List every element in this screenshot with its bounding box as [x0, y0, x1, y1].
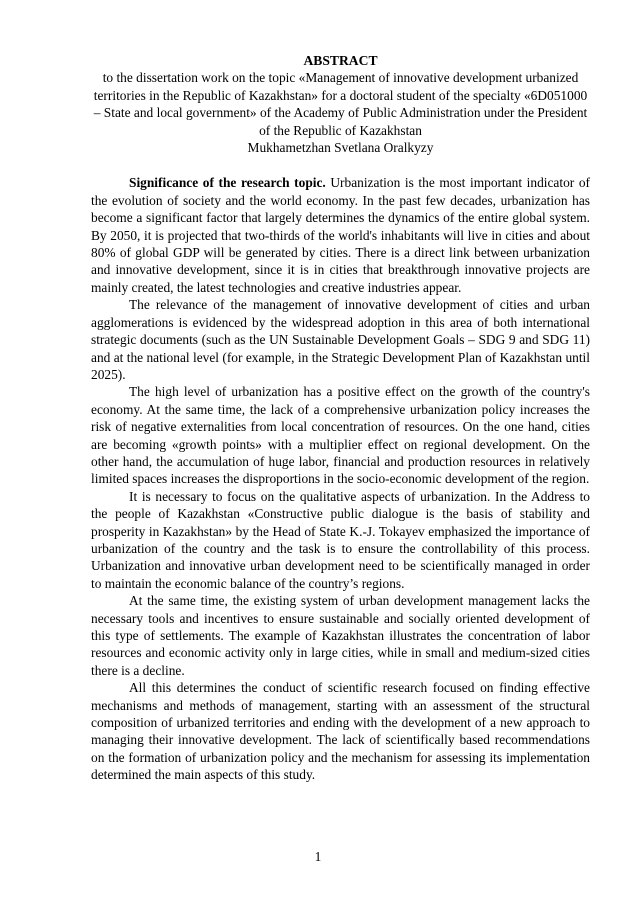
paragraph-significance-text: Urbanization is the most important indicator of the evolution of society and the world economy. In the past few decades, urbanization has become a significant factor that largely determines the dynamics of the entire global system. By 2050, it is projected that two-thirds of the world's inhabitants will live in cities and about 80% of global GDP will be generated by cities. There is a direct link between urbanization and innovative development, since it is in cities that breakthrough innovative projects are mainly created, the latest technologies and creative industries appear. — [91, 175, 591, 295]
section-lead-heading: Significance of the research topic. — [129, 175, 326, 191]
abstract-title: ABSTRACT — [303, 53, 378, 68]
paragraph-management-system: At the same time, the existing system of urban development management lacks the necessary tools and incentives to ensure sustainable and socially oriented development of this type of settlements. The example of Kazakhstan illustrates the concentration of labor resources and economic activity only in large cities, while in small and medium-sized cities there is a decline. — [91, 593, 590, 678]
paragraph-relevance: The relevance of the management of innovative development of cities and urban agglomerations is evidenced by the widespread adoption in this area of both international strategic documents (such as the UN Sustainable Development Goals – SDG 9 and SDG 11) and at the national level (for example, in the Strategic Development Plan of Kazakhstan until 2025). — [91, 297, 590, 382]
abstract-header — [91, 52, 590, 156]
paragraph-research-focus: All this determines the conduct of scientific research focused on finding effective mechanisms and methods of management, starting with an assessment of the structural composition of urbanized territories and ending with the development of a new approach to managing their innovative development. The lack of scientifically based recommendations on the formation of urbanization policy and the mechanism for assessing its implementation determined the main aspects of this study. — [91, 680, 590, 783]
paragraph-qualitative-aspects: It is necessary to focus on the qualitative aspects of urbanization. In the Address to the people of Kazakhstan «Constructive public dialogue is the basis of stability and prosperity in Kazakhstan» by the Head of State K.-J. Tokayev emphasized the importance of urbanization of the country and the task is to ensure the controllability of this process. Urbanization and innovative urban development need to be scientifically managed in order to maintain the economic balance of the country’s regions. — [91, 488, 590, 591]
paragraph-urbanization-level: The high level of urbanization has a positive effect on the growth of the country's economy. At the same time, the lack of a comprehensive urbanization policy increases the risk of negative externalities from local concentration of resources. On the one hand, cities are becoming «growth points» with a multiplier effect on regional development. On the other hand, the accumulation of huge labor, financial and production resources in relatively limited spaces increases the disproportions in the socio-economic development of the region. — [91, 384, 590, 487]
dissertation-subtitle: to the dissertation work on the topic «Management of innovative development urbanized territories in the Republic of Kazakhstan» for a doctoral student of the specialty «6D051000 – State and local government» of the Academy of Public Administration under the President of the Republic of Kazakhstan — [93, 70, 588, 138]
page-number: 1 — [314, 849, 322, 864]
paragraph-significance — [91, 174, 590, 296]
abstract-body — [91, 174, 590, 783]
author-name: Mukhametzhan Svetlana Oralkyzy — [247, 140, 434, 156]
